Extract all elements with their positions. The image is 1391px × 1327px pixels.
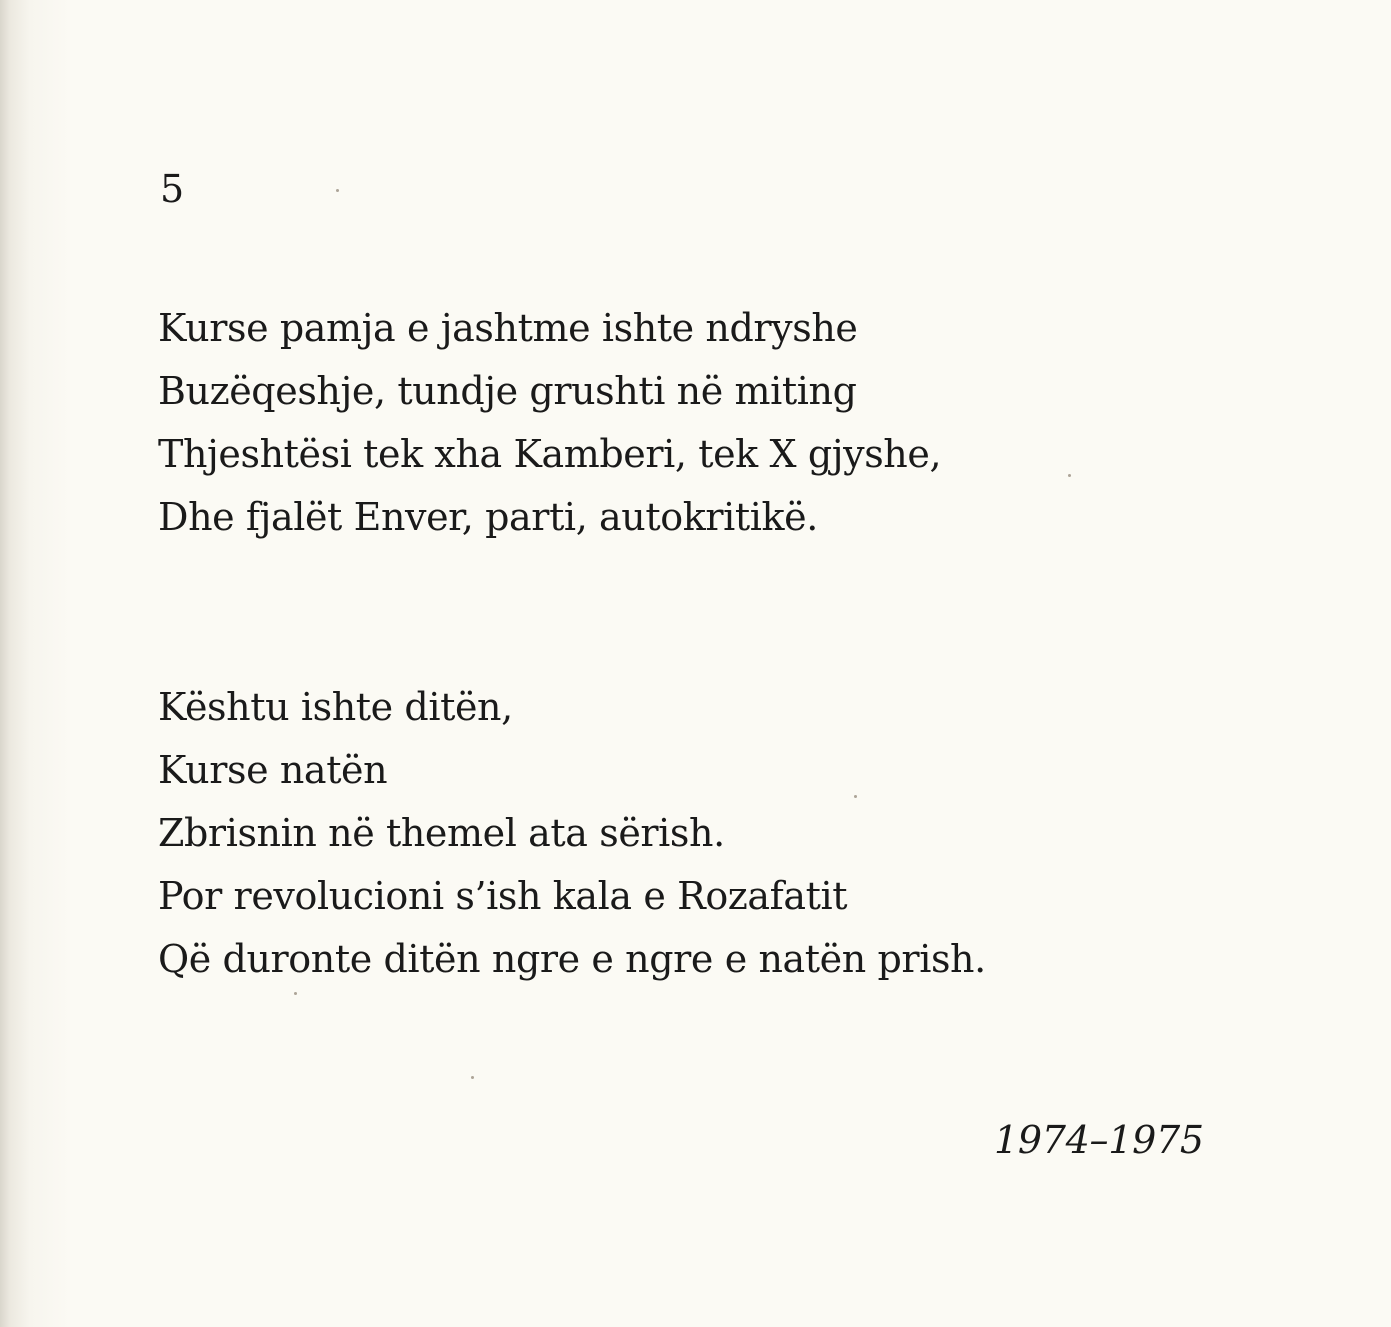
verse-line: Thjeshtësi tek xha Kamberi, tek X gjyshe, — [158, 432, 942, 476]
verse-line: Buzëqeshje, tundje grushti në miting — [158, 369, 857, 413]
section-number: 5 — [160, 167, 185, 211]
verse-line: Por revolucioni s’ish kala e Rozafatit — [158, 874, 848, 918]
stanza-2 — [158, 676, 986, 991]
verse-line: Kurse pamja e jashtme ishte ndryshe — [158, 306, 858, 350]
verse-line: Zbrisnin në themel ata sërish. — [158, 811, 725, 855]
paper-speck — [294, 992, 297, 995]
verse-line: Dhe fjalët Enver, parti, autokritikë. — [158, 495, 818, 539]
paper-speck — [854, 795, 857, 798]
paper-speck — [1068, 474, 1071, 477]
verse-line: Kurse natën — [158, 748, 388, 792]
poem-date: 1974–1975 — [994, 1118, 1204, 1162]
verse-line: Kështu ishte ditën, — [158, 685, 513, 729]
stanza-1 — [158, 297, 941, 549]
verse-line: Që duronte ditën ngre e ngre e natën prish. — [158, 937, 986, 981]
paper-speck — [336, 189, 339, 192]
paper-speck — [471, 1076, 474, 1079]
